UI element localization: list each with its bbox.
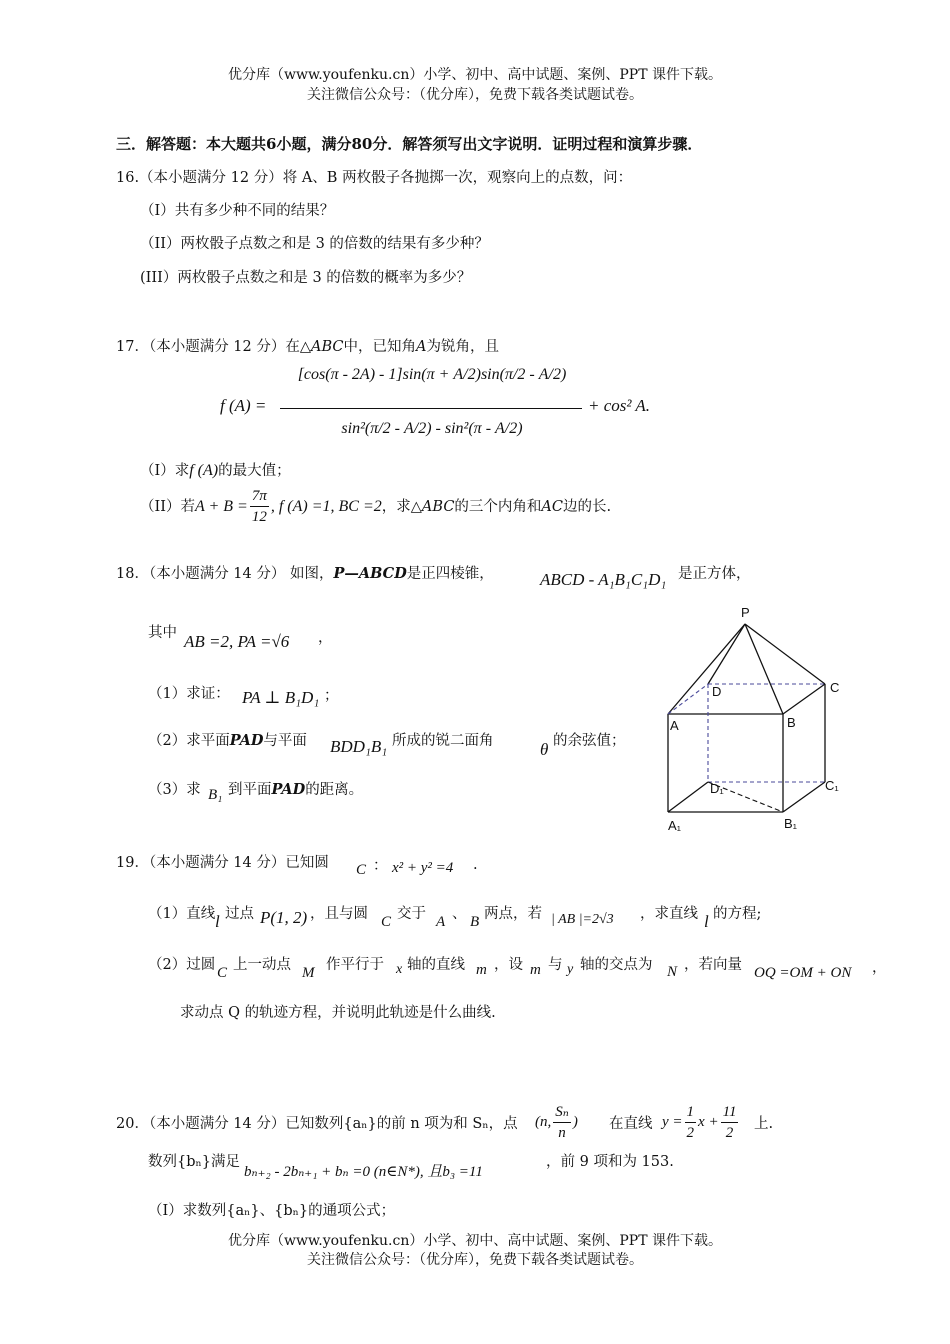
- label-b1: B₁: [784, 816, 798, 831]
- q17-p2-cond2: , f (A) =1, BC =2: [270, 497, 382, 515]
- edge-a1d1: [668, 782, 708, 812]
- q20-frac-num: Sₙ: [553, 1102, 571, 1123]
- q20-half-2-den: 2: [725, 1125, 734, 1141]
- q19-p1-f: ，求直线: [640, 906, 698, 922]
- label-d1: D₁: [710, 781, 724, 796]
- q17-p2-ac: AC: [541, 498, 563, 515]
- q17-stem-b: 中，已知角: [343, 339, 417, 355]
- q19-p2-c: 作平行于: [326, 957, 384, 973]
- q19-axis-x: x: [396, 962, 403, 977]
- q20-half-1-num: 1: [685, 1102, 697, 1123]
- q17-p2-frac-num: 7π: [250, 486, 269, 507]
- q19-line-m-2: m: [530, 962, 541, 978]
- edge-ad: [668, 684, 708, 714]
- q19-stem-a: （本小题满分 14 分）已知圆: [148, 855, 329, 871]
- q16-part-1: （I）共有多少种不同的结果？: [140, 203, 335, 219]
- q19-dot: .: [473, 857, 478, 873]
- q17-stem-c: 为锐角，且: [426, 339, 500, 355]
- q17-part-1: [140, 461, 291, 481]
- q20-stem: [116, 1114, 518, 1134]
- q17-part-2: [140, 486, 611, 527]
- q18-part-2: [148, 731, 307, 751]
- q17-stem: [116, 337, 499, 357]
- q19-point-a: A: [436, 914, 446, 930]
- q19-sep: 、: [452, 906, 467, 922]
- q17-angle-a: A: [416, 339, 427, 355]
- footer-line-1: 优分库（www.youfenku.cn）小学、初中、高中试题、案例、PPT 课件下载。: [227, 1233, 722, 1249]
- edge-b1c1: [783, 782, 825, 812]
- q17-p2-fraction: [250, 486, 269, 527]
- q18-p3-a: （3）求: [148, 782, 201, 798]
- q20-point-a: (n,: [535, 1114, 552, 1130]
- label-d: D: [712, 684, 722, 699]
- q19-p2-a: （2）过圆: [148, 957, 216, 973]
- q18-part-3: [228, 780, 363, 800]
- q17-p1-a: （I）求: [140, 463, 190, 479]
- q18-p2-a: （2）求平面: [148, 733, 230, 749]
- q18-p2-d: 的余弦值；: [553, 733, 626, 749]
- q18-p3-c: 的距离。: [305, 782, 364, 798]
- q19-p2-h: ，若向量: [684, 957, 742, 973]
- q19-vector-equation: OQ =OM + ON: [754, 965, 852, 981]
- q20-half-2: [721, 1102, 739, 1143]
- q18-p2-b: 与平面: [263, 733, 307, 749]
- q20-line-2-a: 数列{bₙ}满足: [148, 1154, 241, 1170]
- pyramid-cube-figure: [660, 600, 850, 840]
- q19-p2-line-2: 求动点 Q 的轨迹方程，并说明此轨迹是什么曲线.: [180, 1005, 496, 1021]
- q17-numerator: [cos(π - 2A) - 1]sin(π + A/2)sin(π/2 - A/2): [297, 366, 567, 383]
- q20-point-fraction: [553, 1102, 571, 1143]
- q18-cube-name: ABCD - A₁B₁C₁D₁: [540, 570, 667, 589]
- q16-part-2: （II）两枚骰子点数之和是 3 的倍数的结果有多少种？: [140, 236, 489, 252]
- edge-pd: [708, 624, 745, 684]
- q20-half-1: [685, 1102, 697, 1143]
- label-p: P: [741, 605, 750, 620]
- q18-number: 18．: [116, 566, 149, 582]
- q19-number: 19．: [116, 855, 149, 871]
- q19-p2-d: 轴的直线: [407, 957, 465, 973]
- edge-pa: [668, 624, 745, 714]
- q16-part-3: (III）两枚骰子点数之和是 3 的倍数的概率为多少？: [140, 270, 472, 286]
- q19-point-b: B: [470, 914, 480, 930]
- q18-stem: [116, 564, 494, 584]
- q17-p2-cond1: A + B =: [194, 497, 248, 515]
- q17-p1-b: 的最大值；: [218, 463, 291, 479]
- q19-stem: [116, 853, 329, 873]
- q20-line-b: x +: [698, 1114, 719, 1130]
- q19-point-m: M: [302, 965, 315, 981]
- q20-half-2-num: 11: [721, 1102, 739, 1123]
- label-c1: C₁: [825, 778, 839, 793]
- q19-p1-circle: C: [381, 914, 392, 930]
- q17-p2-d: 边的长.: [563, 498, 612, 515]
- q19-point-n: N: [667, 964, 678, 980]
- q20-stem-b: 在直线: [609, 1116, 653, 1132]
- q19-p1-e: 两点，若: [484, 906, 542, 922]
- q20-half-1-den: 2: [686, 1125, 695, 1141]
- q18-p1-end: ；: [324, 688, 339, 704]
- q19-line-l: l: [215, 912, 220, 931]
- q20-recurrence: bₙ₊₂ - 2bₙ₊₁ + bₙ =0 (n∈N*), 且b₃ =11: [244, 1164, 483, 1180]
- q19-line-m: m: [476, 962, 487, 978]
- q17-p1-f: f (A): [189, 462, 219, 479]
- q20-number: 20．: [116, 1116, 149, 1132]
- q17-stem-a: （本小题满分 12 分）在△: [148, 339, 312, 355]
- q20-line-a: y =: [662, 1114, 683, 1130]
- q17-tail: + cos² A.: [588, 396, 651, 415]
- q19-p2-g: 轴的交点为: [580, 957, 653, 973]
- q17-p2-c: 的三个内角和: [454, 498, 542, 515]
- q17-p2-abc: ABC: [421, 498, 455, 515]
- q19-p2-e: ，设: [494, 957, 523, 973]
- q19-circle-c: C: [356, 862, 367, 878]
- q20-part-1: （Ⅰ）求数列{aₙ}、{bₙ}的通项公式；: [148, 1203, 396, 1219]
- q18-stem-c: 是正方体，: [678, 566, 751, 582]
- q17-p2-b: ，求△: [381, 498, 422, 515]
- label-b: B: [787, 715, 796, 730]
- q18-p1-a: （1）求证：: [148, 686, 230, 702]
- q20-line-2-b: ，前 9 项和为 153.: [546, 1154, 674, 1170]
- q18-p3-pad: PAD: [271, 781, 306, 798]
- q20-point: [535, 1102, 578, 1143]
- q19-p1-g: 的方程;: [713, 906, 762, 922]
- q19-p2-circle: C: [217, 965, 228, 981]
- q18-p2-pad: PAD: [229, 732, 264, 749]
- q19-axis-y: y: [567, 962, 574, 977]
- q17-number: 17．: [116, 339, 149, 355]
- q20-line: [662, 1102, 740, 1143]
- q18-given-end: ，: [318, 630, 333, 646]
- q16-stem: 16.（本小题满分 12 分）将 A、B 两枚骰子各抛掷一次，观察向上的点数，问：: [116, 170, 633, 186]
- q18-given: AB =2, PA =√6: [184, 632, 290, 651]
- q18-p2-plane: BDD₁B₁: [330, 737, 388, 756]
- q18-pyramid: P—ABCD: [333, 565, 407, 582]
- q17-triangle-abc: ABC: [311, 339, 344, 355]
- q18-p1-math: PA ⊥ B₁D₁: [242, 688, 320, 707]
- q20-stem-c: 上.: [754, 1116, 774, 1132]
- q19-p2-i: ，: [872, 960, 887, 976]
- q20-stem-a: （本小题满分 14 分）已知数列{aₙ}的前 n 项为和 Sₙ，点: [148, 1116, 518, 1132]
- section-title: 三．解答题：本大题共6小题，满分80分．解答须写出文字说明．证明过程和演算步骤．: [116, 135, 703, 153]
- q18-stem-b: 是正四棱锥，: [406, 566, 494, 582]
- label-a1: A₁: [668, 818, 682, 833]
- q17-p2-a: （II）若: [140, 498, 195, 515]
- header-line-1: 优分库（www.youfenku.cn）小学、初中、高中试题、案例、PPT 课件下载。: [227, 67, 722, 83]
- q19-ab-length: | AB |=2√3: [551, 912, 614, 927]
- q19-p1-b: 过点: [225, 906, 254, 922]
- q17-p2-frac-den: 12: [251, 509, 267, 525]
- label-a: A: [670, 718, 679, 733]
- q20-point-b: ): [572, 1114, 578, 1130]
- q17-denominator: sin²(π/2 - A/2) - sin²(π - A/2): [341, 420, 523, 437]
- label-c: C: [830, 680, 840, 695]
- footer-line-2: 关注微信公众号：（优分库），免费下载各类试题试卷。: [307, 1252, 643, 1268]
- q17-f-lhs: f (A) =: [220, 396, 267, 415]
- edge-bc: [783, 684, 825, 714]
- q19-p2-f: 与: [548, 957, 563, 973]
- q18-part-1: [148, 684, 230, 704]
- q19-circle-equation: x² + y² =4: [392, 860, 454, 876]
- q19-p1-line-l: l: [704, 912, 709, 931]
- q18-p3-b: 到平面: [228, 782, 272, 798]
- q19-colon: ：: [373, 858, 388, 874]
- q19-p1-c: ，且与圆: [310, 906, 368, 922]
- q18-p3-b1: B₁: [208, 787, 223, 803]
- header-line-2: 关注微信公众号：（优分库），免费下载各类试题试卷。: [307, 87, 643, 103]
- q19-point-p: P(1, 2): [260, 908, 308, 927]
- q18-stem-a: （本小题满分 14 分） 如图，: [148, 566, 334, 582]
- q19-p1-a: （1）直线: [148, 906, 216, 922]
- q19-p1-d: 交于: [397, 906, 426, 922]
- q18-p2-theta: θ: [540, 740, 549, 759]
- q20-frac-den: n: [558, 1125, 566, 1141]
- q18-p2-c: 所成的锐二面角: [392, 733, 494, 749]
- q19-p2-b: 上一动点: [233, 957, 291, 973]
- q18-given-label: 其中: [148, 625, 177, 641]
- q17-fraction-bar: [280, 408, 582, 409]
